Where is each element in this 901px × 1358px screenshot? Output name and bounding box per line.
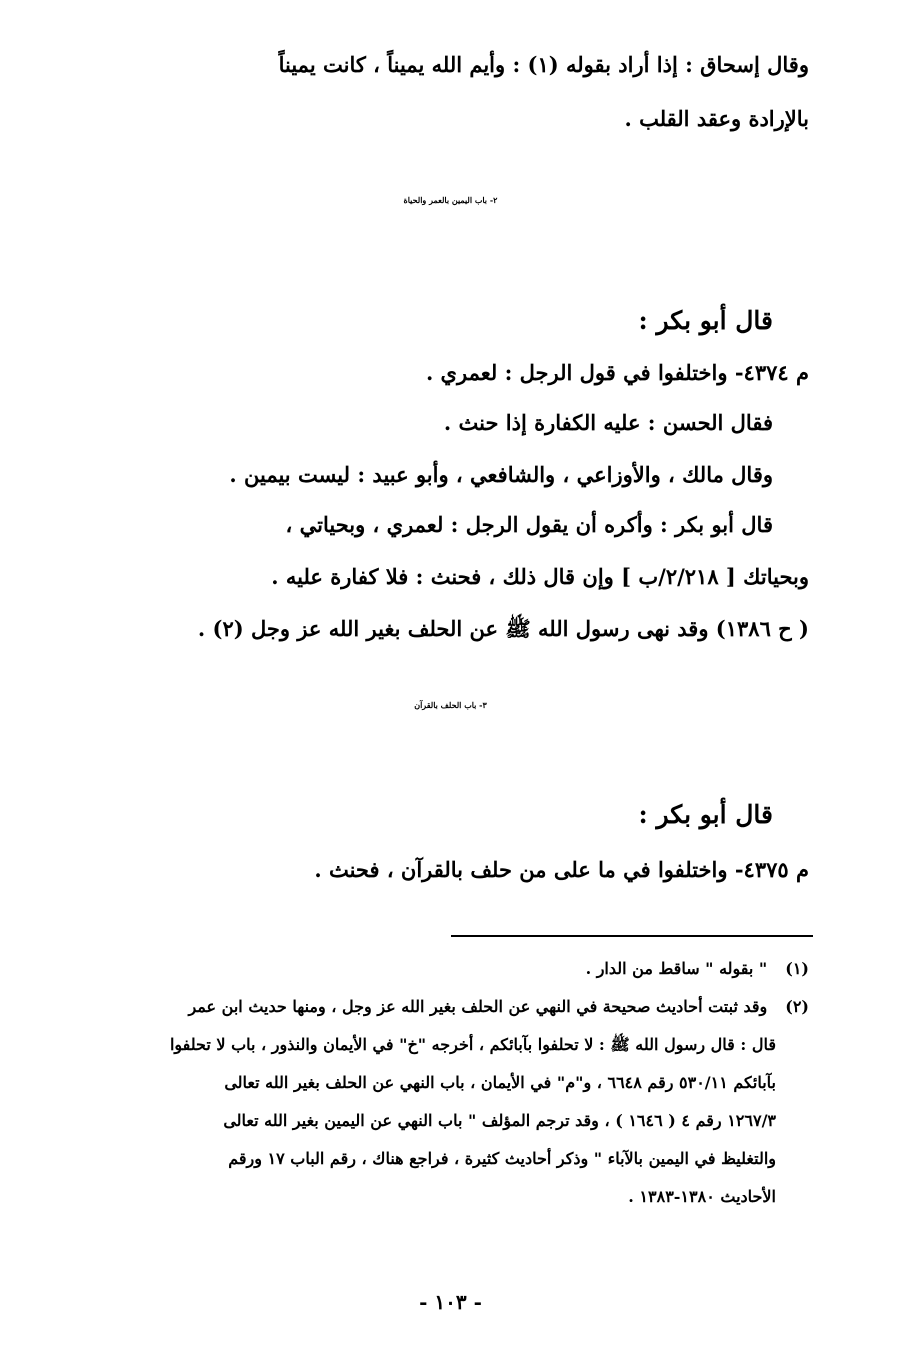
paragraph-line: ( ح ١٣٨٦) وقد نهى رسول الله ﷺ عن الحلف بغير الله عز وجل (٢) .: [197, 616, 809, 641]
paragraph-line: م ٤٣٧٤- واختلفوا في قول الرجل : لعمري .: [425, 360, 809, 385]
speaker-label: قال أبو بكر :: [638, 306, 773, 335]
footnote-2-line: والتغليظ في اليمين بالآباء " وذكر أحاديث كثيرة ، فراجع هناك ، رقم الباب ١٧ ورقم: [228, 1149, 776, 1168]
intro-line-2: بالإرادة وعقد القلب .: [624, 106, 809, 131]
footnote-number: (٢): [785, 997, 809, 1016]
speaker-label: قال أبو بكر :: [638, 800, 773, 829]
paragraph-line: وبحياتك [ ٢/٢١٨/ب ] وإن قال ذلك ، فحنث : فلا كفارة عليه .: [271, 564, 809, 589]
paragraph-line: قال أبو بكر : وأكره أن يقول الرجل : لعمري ، وبحياتي ،: [285, 512, 773, 537]
section-heading-2: ٢- باب اليمين بالعمر والحياة: [403, 195, 498, 205]
footnote-text: " بقوله " ساقط من الدار .: [585, 959, 768, 978]
footnote-number: (١): [785, 959, 809, 978]
paragraph-line: م ٤٣٧٥- واختلفوا في ما على من حلف بالقرآن ، فحنث .: [314, 857, 809, 882]
page-number: - ١٠٣ -: [419, 1290, 482, 1314]
section-heading-3: ٣- باب الحلف بالقرآن: [414, 700, 487, 710]
intro-line-1: وقال إسحاق : إذا أراد بقوله (١) : وأيم الله يميناً ، كانت يميناً: [278, 52, 809, 77]
footnote-2-line: بآبائكم ٥٣٠/١١ رقم ٦٦٤٨ ، و"م" في الأيمان ، باب النهي عن الحلف بغير الله تعالى: [224, 1073, 776, 1092]
paragraph-line: فقال الحسن : عليه الكفارة إذا حنث .: [443, 410, 773, 435]
footnote-2-line: الأحاديث ١٣٨٠-١٣٨٣ .: [628, 1187, 776, 1206]
footnote-text: وقد ثبتت أحاديث صحيحة في النهي عن الحلف بغير الله عز وجل ، ومنها حديث ابن عمر: [188, 997, 768, 1016]
paragraph-line: وقال مالك ، والأوزاعي ، والشافعي ، وأبو عبيد : ليست بيمين .: [229, 462, 773, 487]
footnote-separator: [451, 935, 813, 937]
footnote-2-line: قال : قال رسول الله ﷺ : لا تحلفوا بآبائكم ، أخرجه "خ" في الأيمان والنذور ، باب لا تحلفوا: [169, 1035, 776, 1054]
footnote-2-line: ١٢٦٧/٣ رقم ٤ ( ١٦٤٦ ) ، وقد ترجم المؤلف " باب النهي عن اليمين بغير الله تعالى: [223, 1111, 776, 1130]
footnote-2-line: [188, 994, 809, 1020]
footnote-1: [586, 956, 809, 982]
